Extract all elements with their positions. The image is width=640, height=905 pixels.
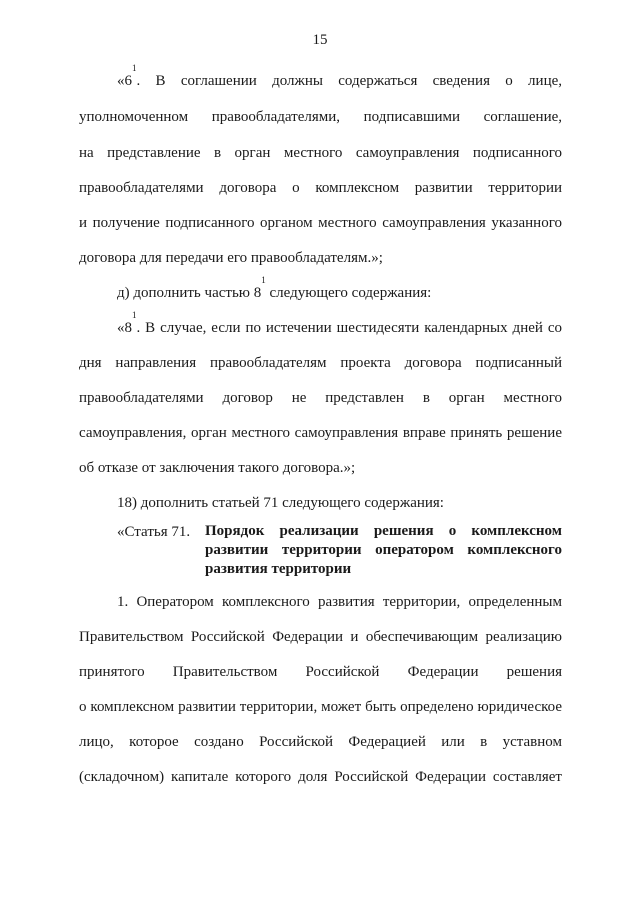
paragraph-1-line: 1. Оператором комплексного развития территории, определенным xyxy=(117,594,562,610)
paragraph-6-1-lead: «6 xyxy=(117,73,132,89)
paragraph-8-1-text: . В случае, если по истечении шестидесяти календарных дней со xyxy=(136,320,562,336)
paragraph-6-1-line: на представление в орган местного самоуправления подписанного xyxy=(79,145,562,161)
paragraph-8-1-lead: «8 xyxy=(117,320,132,336)
article-title xyxy=(205,522,562,579)
paragraph-1-line: о комплексном развитии территории, может быть определено юридическое xyxy=(79,699,562,715)
paragraph-1-line: (складочном) капитале которого доля Российской Федерации составляет xyxy=(79,769,562,785)
item-18: 18) дополнить статьей 71 следующего содержания: xyxy=(117,495,444,511)
paragraph-8-1-line: правообладателями договор не представлен в орган местного xyxy=(79,390,562,406)
paragraph-8-1-line: об отказе от заключения такого договора.»; xyxy=(79,460,356,476)
paragraph-1-line: Правительством Российской Федерации и обеспечивающим реализацию xyxy=(79,629,562,645)
paragraph-6-1-line: и получение подписанного органом местного самоуправления указанного xyxy=(79,215,562,231)
paragraph-8-1-line: самоуправления, орган местного самоуправления вправе принять решение xyxy=(79,425,562,441)
paragraph-1-line: лицо, которое создано Российской Федерацией или в уставном xyxy=(79,734,562,750)
paragraph-6-1-line xyxy=(117,63,562,91)
paragraph-1-line: принятого Правительством Российской Федерации решения xyxy=(79,664,562,680)
article-label: «Статья 71. xyxy=(117,524,191,540)
paragraph-8-1-line xyxy=(117,310,562,338)
paragraph-6-1-line: уполномоченном правообладателями, подписавшими соглашение, xyxy=(79,109,562,125)
page-number: 15 xyxy=(312,32,328,48)
superscript: 1 xyxy=(132,310,137,320)
article-title-line: развитии территории оператором комплексного xyxy=(205,542,562,558)
superscript: 1 xyxy=(261,275,266,285)
superscript: 1 xyxy=(132,63,137,73)
item-d-text: д) дополнить частью 8 xyxy=(117,285,262,301)
item-d-text-end: следующего содержания: xyxy=(265,285,432,301)
paragraph-6-1-line: правообладателями договора о комплексном развитии территории xyxy=(79,180,562,196)
article-title-line: развития территории xyxy=(205,561,352,577)
article-title-line: Порядок реализации решения о комплексном xyxy=(205,523,562,539)
item-d xyxy=(117,275,562,303)
paragraph-6-1-text: . В соглашении должны содержаться сведения о лице, xyxy=(136,73,562,89)
paragraph-8-1-line: дня направления правообладателям проекта договора подписанный xyxy=(79,355,562,371)
paragraph-6-1-line: договора для передачи его правообладателям.»; xyxy=(79,250,383,266)
